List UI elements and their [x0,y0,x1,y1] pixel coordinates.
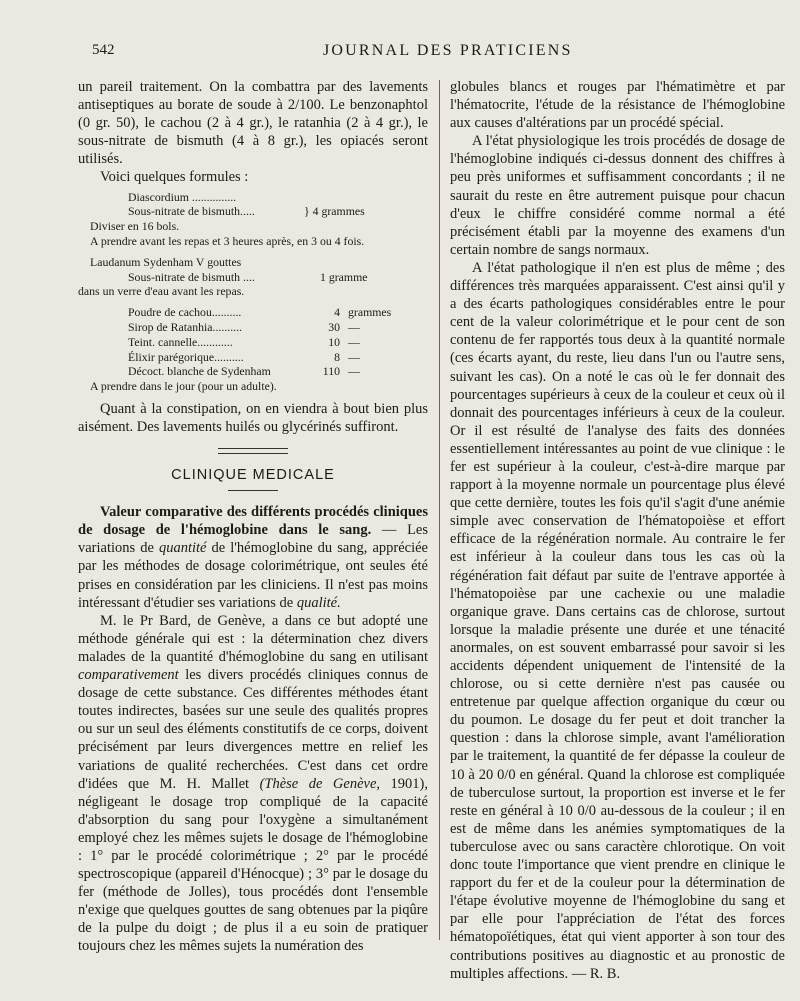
ingredient-qty: 4 [334,305,340,320]
article-lead [78,503,428,612]
formula-line [78,320,428,335]
ingredient-name: Poudre de cachou.......... [128,305,242,320]
section-rule [218,448,288,454]
ingredient-unit: — [348,349,360,364]
paragraph: globules blancs et rouges par l'hématimètre et par l'hématocrite, l'étude de la résistance de l'hémoglobine aux causes d'altérations par un procédé spécial. [450,79,785,132]
ingredient-qty: 110 [322,364,340,379]
ingredient-name: Sirop de Ratanhia.......... [128,319,243,334]
left-column [78,78,428,956]
prescription-2 [78,255,428,299]
article-text: M. le Pr Bard, de Genève, a dans ce but adopté une méthode générale qui est : la détermination chez divers malades de la quantité d'hémoglobine du sang en utilisant [78,612,428,665]
article-text: de l'hémoglobine du sang, appréciée par les méthodes de dosage colorimétrique, ont seules été prises en considération par les cliniciens. Il n'est pas moins intéressant d'étudier ses variations de [78,540,428,611]
paragraph: un pareil traitement. On la combattra par des lavements antiseptiques au borate de soude à 2/100. Le benzonaphtol (0 gr. 50), le cachou (2 à 4 gr.), le ratanhia (2 à 4 gr.), le sous-nitrate de bismuth (4 à 8 gr.), les opiacés seront utilisés. [78,79,428,168]
title-underline [228,490,278,491]
right-column [450,78,785,983]
emphasis: qualité. [296,594,341,611]
ingredient-qty: 10 [328,334,340,349]
formula-line [78,190,428,205]
section-title: CLINIQUE MEDICALE [171,467,335,484]
prescription-1 [78,190,428,249]
column-divider [439,80,440,940]
article-text: les divers procédés cliniques connus de dosage de cette substance. Ces différentes méthodes étant toutes indirectes, basées sur une seule des qualités propres ou sur un seul des éléments constitutifs de ce corps, doivent précisément par leurs divergences mettre en relief les variations de qualité recherchées. C'est dans cet ordre d'idées que M. H. Mallet [78,667,428,792]
ingredient-name: Décoct. blanche de Sydenham [128,364,271,379]
article-text: 1901), négligeant le dosage trop compliqué de la capacité d'absorption du sang pour l'oxygène a simultanément employé chez les mêmes sujets le dosage de l'hémoglobine : 1° par le procédé colorimétrique ; 2° par le procédé spectroscopique (appareil d'Hénocque) ; 3° par le dosage du fer (méthode de Jolles), tous procédés dont l'ensemble n'exige que quelques gouttes de sang obtenues par la piqûre de la pulpe du doigt ; de plus il a eu soin de pratiquer toujours chez les mêmes sujets la numération des [78,775,428,955]
page-number: 542 [92,42,115,58]
formula-line [78,335,428,350]
prescription-instruction: A prendre avant les repas et 3 heures après, en 3 ou 4 fois. [90,233,365,248]
ingredient-name: Sous-nitrate de bismuth .... [128,269,255,284]
ingredient-qty: 1 gramme [320,269,368,284]
ingredient-unit: — [348,364,360,379]
formula-line [78,364,428,379]
prescription-instruction: A prendre dans le jour (pour un adulte). [90,379,277,394]
ingredient-unit: grammes [348,305,392,320]
running-title: JOURNAL DES PRATICIENS [323,42,573,59]
formula-line [78,305,428,320]
prescription-instruction: Diviser en 16 bols. [90,219,180,234]
paragraph: A l'état pathologique il n'en est plus de même ; des différences très marquées apparaissent. C'est ainsi qu'il y a des écarts pathologiques considérables entre le pour cent de la valeur colorimétrique et le pour cent de son contenu de fer rapportés tous deux à la quantité normale (ces écarts ayant, du reste, lieu dans l'un ou l'autre sens, suivant les cas). On a noté le cas où le fer donnait des pourcentages supérieurs à ceux de la couleur et ceux où il donnait des pourcentages inférieurs à ceux de la couleur. Or il est résulté de l'analyse des faits des données essentiellement intéressantes au point de vue clinique : le fer est supérieur à la couleur, c'est-à-dire marque par rapport à la moyenne normale un pourcentage plus élevé que cette dernière, toutes les fois qu'il s'agit d'une anémie simple avec conservation de l'hématopoièse et effort efficace de la régénération normale. Au contraire le fer est inférieur à la couleur dans tous les cas où la régénération fait défaut par suite de l'entrave apportée à l'hématopoièse par une cachexie ou une maladie organique grave. Dans certains cas de chlorose, surtout lorsque la maladie présente une durée et une ténacité anormales, on est souvent embarrassé pour savoir si les accidents dépendent uniquement de l'intensité de la chlorose, ou si cette dernière n'est pas causée ou entretenue par quelque affection organique du cœur ou du poumon. Le dosage du fer peut et doit trancher la question : dans la chlorose simple, avant l'amélioration par le traitement, la quantité de fer dépasse la couleur de 10 à 20 0/0 en général. Quand la chlorose est compliquée de tuberculose surtout, la proportion est inverse et le fer reste en général à 10 0/0 au-dessous de la couleur ; il en est de même dans les anémies symptomatiques de la tuberculose avec ou sans caractère chlorotique. On voit donc toute l'importance que vient prendre en clinique le rapport du fer et de la couleur pour la détermination de l'étape évolutive moyenne de l'hémoglobine du sang et par elle pour l'appréciation de l'état des forces hématopoïétiques, état qui vient apporter à son tour des contributions positives au diagnostic et au pronostic de multiples affections. — R. B. [450,259,785,982]
ingredient-unit: — [348,334,360,349]
ingredient-unit: — [348,319,360,334]
emphasis: quantité [158,540,207,557]
emphasis: comparativement [78,667,179,684]
ingredient-qty: } 4 grammes [304,204,365,219]
paragraph: A l'état physiologique les trois procédés de dosage de l'hémoglobine indiqués ci-dessus donnent des chiffres à peu près uniformes et suffisamment concordants ; il ne saurait du reste en être autrement puisque pour chacun d'eux le chiffre considéré comme normal a été précisément établi par la moyenne des examens d'un certain nombre de sangs normaux. [450,133,785,258]
paragraph: Voici quelques formules : [100,169,249,186]
paragraph: Quant à la constipation, on en viendra à bout bien plus aisément. Des lavements huilés ou glycérinés suffiront. [78,400,428,436]
article-title: Valeur comparative des différents procédés cliniques de dosage de l'hémoglobine dans le sang. [78,504,428,539]
formula-line: Laudanum Sydenham V gouttes [90,254,242,269]
prescription-3 [78,305,428,394]
ingredient-name: Sous-nitrate de bismuth..... [128,204,255,219]
paragraph [78,612,428,956]
ingredient-name: Teint. cannelle............ [128,334,233,349]
formula-line [78,204,428,219]
prescription-instruction: dans un verre d'eau avant les repas. [78,284,245,299]
emphasis: (Thèse de Genève, [259,775,381,792]
formula-line [78,350,428,365]
article-text: — Les variations de [78,522,429,557]
ingredient-name: Diascordium ............... [128,189,237,204]
ingredient-name: Élixir parégorique.......... [128,349,244,364]
ingredient-qty: 30 [328,319,340,334]
formula-line [78,270,428,285]
ingredient-qty: 8 [334,349,340,364]
